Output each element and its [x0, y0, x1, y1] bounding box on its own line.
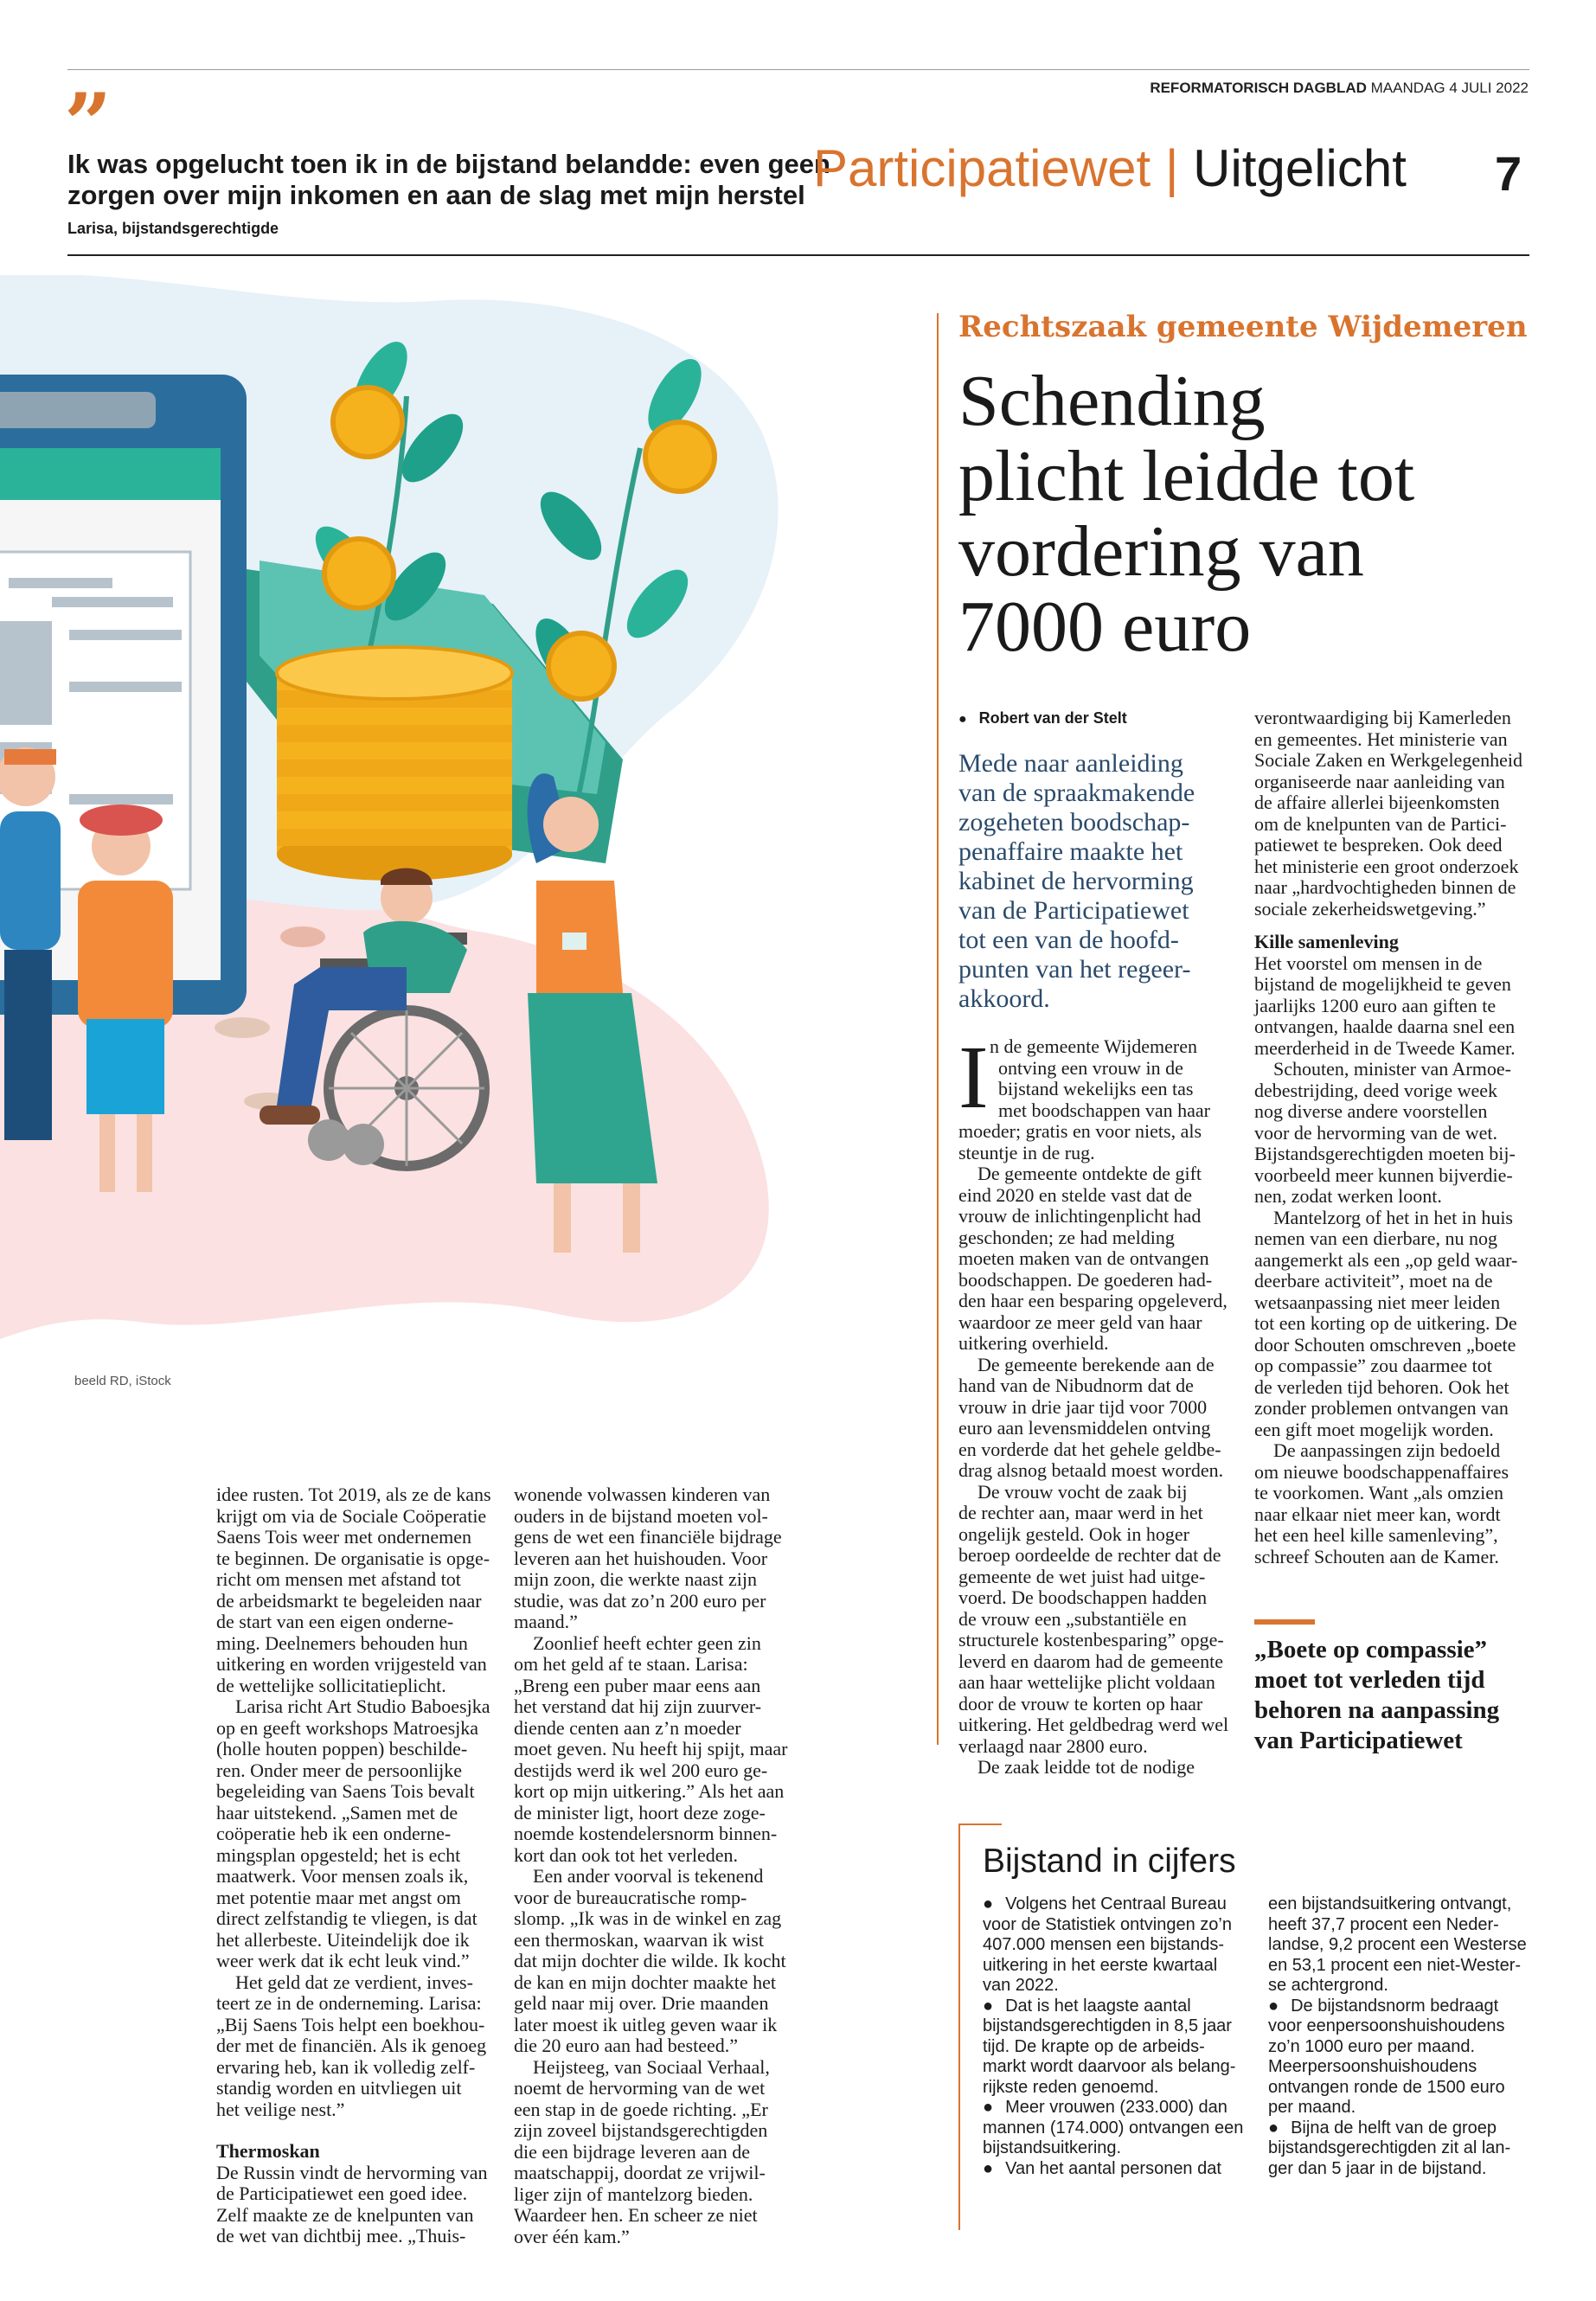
article-byline [958, 709, 1127, 727]
text-line: begeleiding van Saens Tois bevalt [216, 1780, 475, 1802]
text-line: met potentie maar met angst om [216, 1886, 461, 1908]
newspaper-name: REFORMATORISCH DAGBLAD [1150, 80, 1367, 96]
text-line: studie, was dat zo’n 200 euro per [514, 1589, 766, 1612]
text-line: van 2022. [983, 1976, 1059, 1995]
text-line: debestrijding, deed vorige week [1254, 1079, 1498, 1101]
bullet-icon: ● [1268, 2118, 1279, 2138]
intro-line: akkoord. [958, 984, 1050, 1013]
headline-line: vordering van [958, 511, 1364, 592]
text-line: weer werk dat ik echt leuk vind.” [216, 1950, 470, 1971]
text-line: dat mijn dochter die wilde. Ik kocht [514, 1950, 786, 1971]
text-line: organiseerde naar aanleiding van [1254, 770, 1505, 792]
text-line: om de knelpunten van de Partici- [1254, 812, 1507, 835]
text-line: door Schouten omschreven „boete [1254, 1333, 1516, 1356]
text-line: euro aan levensmiddelen ontving [958, 1417, 1211, 1439]
article-kicker: Rechtszaak gemeente Wijdemeren [958, 310, 1528, 344]
text-line: op en geeft workshops Matroesjka [216, 1716, 479, 1739]
bullet-icon: ● [983, 2158, 994, 2178]
text-line: rijkste reden genoemd. [983, 2077, 1159, 2097]
text-line: idee rusten. Tot 2019, als ze de kans [216, 1484, 491, 1505]
text-line: Zelf maakte ze de knelpunten van [216, 2203, 474, 2226]
text-line: standig worden en uitvliegen uit [216, 2077, 462, 2099]
coin-stack [277, 647, 512, 881]
text-line: te voorkomen. Want „als omzien [1254, 1482, 1504, 1503]
text-line: Sociale Zaken en Werkgelegenheid [1254, 749, 1522, 771]
factbox-rule-horizontal [958, 1823, 1002, 1825]
bullet-icon: ● [983, 1996, 994, 2016]
fact-item: ● Volgens het Centraal Bureau [983, 1894, 1227, 1913]
text-line: om het geld af te staan. Larisa: [514, 1653, 748, 1675]
text-line: krijgt om via de Sociale Coöperatie [216, 1504, 487, 1527]
text-line: een stap in de goede richting. „Er [514, 2098, 768, 2120]
text-line: Bijstandsgerechtigden moeten bij- [1254, 1143, 1516, 1164]
text-line: en gemeentes. Het ministerie van [1254, 727, 1508, 750]
text-line: de Participatiewet een goed idee. [216, 2182, 468, 2204]
text-line: het een heel kille samenleving”, [1254, 1524, 1498, 1546]
text-line: De vrouw vocht de zaak bij [977, 1480, 1188, 1503]
bullet-icon: ● [983, 2098, 994, 2117]
text-line: per maand. [1268, 2098, 1356, 2117]
text-line: ren. Onder meer de persoonlijke [216, 1759, 463, 1781]
text-line: Mantelzorg of het in het in huis [1273, 1206, 1513, 1228]
subheading: Thermoskan [216, 2140, 320, 2162]
byline-bullet-icon: ● [958, 712, 967, 727]
article-intro [958, 749, 1195, 1014]
text-line: voor de hervorming van de wet. [1254, 1121, 1498, 1144]
section-title: Participatiewet [813, 139, 1151, 197]
text-line: steuntje in de rug. [958, 1141, 1095, 1163]
fact-item: ● Van het aantal personen dat [983, 2158, 1221, 2178]
quote-mark: ” [64, 75, 112, 173]
text-line: ervaring heb, kan ik volledig zelf- [216, 2055, 476, 2078]
quote-attribution: Larisa, bijstandsgerechtigde [67, 220, 279, 237]
text-line: om nieuwe boodschappenaffaires [1254, 1460, 1509, 1483]
text-line: direct zelfstandig te vliegen, is dat [216, 1907, 478, 1929]
text-line: Het geld dat ze verdient, inves- [235, 1971, 473, 1993]
text-line: de minister ligt, hoort deze zoge- [514, 1801, 766, 1823]
text-line: maatschappij, doordat ze vrijwil- [514, 2162, 766, 2183]
text-line: De aanpassingen zijn bedoeld [1273, 1439, 1501, 1461]
text-line: de rechter aan, maar werd in het [958, 1502, 1203, 1523]
intro-line: tot een van de hoofd- [958, 926, 1179, 954]
pullquote-line: moet tot verleden tijd [1254, 1666, 1485, 1694]
text-line: ontvangen ronde de 1500 euro [1268, 2077, 1505, 2097]
text-line: uitkering en worden vrijgesteld van [216, 1653, 487, 1675]
pullquote-line: van Participatiewet [1254, 1727, 1463, 1754]
text-line: waardoor ze meer geld van haar [958, 1311, 1202, 1333]
text-line: geld naar mij over. Drie maanden [514, 1992, 769, 2014]
text-line: boodschappen. De goederen had- [958, 1268, 1213, 1291]
section-header [813, 138, 1407, 199]
pullquote-line: behoren na aanpassing [1254, 1696, 1500, 1724]
text-line: mijn zoon, die werkte naast zijn [514, 1568, 758, 1590]
text-line: beroep oordeelde de rechter dat de [958, 1544, 1221, 1566]
intro-line: kabinet de hervorming [958, 867, 1194, 895]
text-line: te beginnen. De organisatie is opge- [216, 1547, 490, 1569]
fact-item: ● Dat is het laagste aantal [983, 1996, 1191, 2016]
image-credit: beeld RD, iStock [74, 1374, 171, 1388]
text-line: noemt de hervorming van de wet [514, 2077, 766, 2099]
bullet-icon: ● [983, 1894, 994, 1913]
text-line: voorbeeld meer kunnen bijverdie- [1254, 1163, 1513, 1186]
intro-line: zogeheten boodschap- [958, 808, 1190, 836]
text-line: heeft 37,7 procent een Neder- [1268, 1914, 1499, 1934]
text-line: Zoonlief heeft echter geen zin [533, 1631, 761, 1654]
intro-line: van de spraakmakende [958, 779, 1195, 807]
text-line: landse, 9,2 procent een Westerse [1268, 1935, 1527, 1954]
text-line: uitkering in het eerste kwartaal [983, 1955, 1218, 1975]
text-line: leveren aan het huishouden. Voor [514, 1547, 768, 1569]
page-number: 7 [1495, 146, 1522, 201]
text-line: nemen van een dierbare, nu nog [1254, 1227, 1497, 1249]
text-line: De gemeente berekende aan de [977, 1353, 1215, 1375]
text-line: n de gemeente Wijdemeren [990, 1035, 1197, 1057]
text-line: (holle houten poppen) beschilde- [216, 1738, 468, 1759]
text-line: Heijsteeg, van Sociaal Verhaal, [533, 2055, 770, 2078]
dropcap-block [958, 1028, 1227, 1127]
text-line: mannen (174.000) ontvangen een [983, 2118, 1244, 2138]
article-headline [958, 361, 1415, 667]
text-line: deerbare activiteit”, moet na de [1254, 1270, 1493, 1292]
intro-line: van de Participatiewet [958, 896, 1189, 925]
text-line: mingsplan opgesteld; het is echt [216, 1843, 461, 1866]
text-line: Een ander voorval is tekenend [533, 1865, 764, 1887]
quote-line: Ik was opgelucht toen ik in de bijstand belandde: even geen [67, 149, 830, 179]
text-line: op compassie” zou daarmee tot [1254, 1355, 1492, 1376]
text-line: se achtergrond. [1268, 1976, 1388, 1995]
paragraph [958, 1482, 1227, 1758]
text-line: het allerbeste. Uiteindelijk doe ik [216, 1928, 470, 1951]
intro-line: penaffaire maakte het [958, 837, 1183, 866]
text-line: schreef Schouten aan de Kamer. [1254, 1545, 1499, 1567]
text-line: der met de financiën. Als ik genoeg [216, 2035, 487, 2056]
text-line: moeten maken van de ontvangen [958, 1247, 1209, 1269]
text-line: een gift moet mogelijk worden. [1254, 1418, 1494, 1440]
text-line: De gemeente ontdekte de gift [977, 1163, 1202, 1184]
pullquote [1254, 1635, 1499, 1756]
text-line: markt wordt daarvoor als belang- [983, 2057, 1236, 2076]
text-line: maatwerk. Voor mensen zoals ik, [216, 1865, 469, 1887]
text-line: uitkering. Het geldbedrag werd wel [958, 1714, 1229, 1735]
section-divider: | [1164, 139, 1179, 197]
text-line: een thermoskan, waarvan ik wist [514, 1928, 764, 1951]
text-line: bijstand de mogelijkheid te geven [1254, 973, 1511, 995]
text-line: „Breng een puber maar eens aan [514, 1674, 761, 1696]
text-line: naar elkaar niet meer kan, wordt [1254, 1503, 1501, 1525]
text-line: geschonden; ze had melding [958, 1226, 1175, 1248]
text-line: 407.000 mensen een bijstands- [983, 1935, 1225, 1954]
text-line: een bijstandsuitkering ontvangt, [1268, 1894, 1512, 1913]
text-line: Saens Tois weer met ondernemen [216, 1526, 471, 1548]
text-line: door de vrouw te korten op haar [958, 1692, 1203, 1715]
text-line: de start van een eigen onderne- [216, 1611, 454, 1632]
text-line: ming. Deelnemers behouden hun [216, 1631, 468, 1654]
text-line: leverd en daarom had de gemeente [958, 1650, 1224, 1672]
fact-item: ● Bijna de helft van de groep [1268, 2118, 1497, 2138]
subheading: Kille samenleving [1254, 931, 1399, 952]
text-line: Larisa richt Art Studio Baboesjka [235, 1695, 490, 1717]
bullet-icon: ● [1268, 1996, 1279, 2016]
text-line: moeder; gratis en voor niets, als [958, 1120, 1202, 1142]
text-line: teert ze in de onderneming. Larisa: [216, 1992, 482, 2014]
text-line: bijstandsgerechtigden in 8,5 jaar [983, 2016, 1232, 2035]
text-line: „Bij Saens Tois helpt een boekhou- [216, 2013, 485, 2035]
text-line: bijstandsgerechtigden zit al lan- [1268, 2138, 1511, 2157]
text-line: aangemerkt als een „op geld waar- [1254, 1248, 1518, 1271]
text-line: zijn zoveel bijstandsgerechtigden [514, 2119, 768, 2141]
text-line: ger dan 5 jaar in de bijstand. [1268, 2158, 1487, 2178]
text-line: tot een korting op de uitkering. De [1254, 1312, 1517, 1334]
text-line: maand.” [514, 1611, 578, 1632]
text-line: verontwaardiging bij Kamerleden [1254, 707, 1511, 728]
text-line: ouders in de bijstand moeten vol- [514, 1504, 768, 1527]
text-line: kort op mijn uitkering.” Als het aan [514, 1780, 785, 1802]
text-line: die een bijdrage leveren aan de [514, 2140, 751, 2163]
fact-item: ● De bijstandsnorm bedraagt [1268, 1996, 1499, 2016]
text-line: de wet van dichtbij mee. „Thuis- [216, 2225, 466, 2247]
text-line: de wettelijke sollicitatieplicht. [216, 1674, 446, 1696]
article-column-1 [958, 1028, 1229, 1779]
headline-line: 7000 euro [958, 586, 1252, 667]
text-line: met boodschappen van haar [998, 1099, 1210, 1121]
pullquote-line: „Boete op compassie” [1254, 1636, 1488, 1663]
factbox-title: Bijstand in cijfers [983, 1843, 1236, 1880]
text-line: zo’n 1000 euro per maand. [1268, 2036, 1476, 2056]
text-line: sociale zekerheidswetgeving.” [1254, 897, 1486, 920]
text-line: het verstand dat hij zijn zuurver- [514, 1695, 762, 1717]
text-line: uitkering overhield. [958, 1332, 1109, 1354]
text-line: den haar een besparing opgeleverd, [958, 1290, 1227, 1311]
text-line: hand van de Nibudnorm dat de [958, 1375, 1194, 1396]
text-line: voerd. De boodschappen hadden [958, 1586, 1208, 1608]
text-line: Schouten, minister van Armoe- [1273, 1058, 1511, 1080]
text-line: meerderheid in de Tweede Kamer. [1254, 1036, 1516, 1059]
masthead-line [1150, 80, 1529, 97]
text-line: over één kam.” [514, 2225, 630, 2247]
text-line: De Russin vindt de hervorming van [216, 2161, 488, 2183]
text-line: structurele kostenbesparing” opge- [958, 1629, 1224, 1650]
text-line: gemeente de wet juist had uitge- [958, 1565, 1206, 1587]
publication-date: MAANDAG 4 JULI 2022 [1370, 80, 1529, 96]
headline-line: Schending [958, 361, 1266, 441]
text-line: noemde kostendelersnorm binnen- [514, 1823, 778, 1844]
factbox-right-column [1268, 1894, 1527, 2179]
factbox-rule-vertical [958, 1823, 960, 2230]
text-line: liger zijn of mantelzorg bieden. [514, 2182, 753, 2205]
quote-text [67, 149, 830, 211]
text-line: moet geven. Nu heeft hij spijt, maar [514, 1738, 788, 1759]
text-line: wonende volwassen kinderen van [514, 1484, 771, 1505]
text-line: Meerpersoonshuishoudens [1268, 2057, 1477, 2076]
text-line: De zaak leidde tot de nodige [977, 1756, 1195, 1778]
illustration [0, 275, 891, 1356]
text-line: patiewet te bespreken. Ook deed [1254, 834, 1503, 856]
text-line: en vorderde dat het gehele geldbe- [958, 1438, 1221, 1460]
text-line: voor de bureaucratische romp- [514, 1886, 747, 1908]
text-line: ontvangen, haalde daarna snel een [1254, 1016, 1516, 1037]
text-line: en 53,1 procent een niet-Wester- [1268, 1955, 1522, 1975]
fact-item: ● Meer vrouwen (233.000) dan [983, 2098, 1227, 2117]
text-line: Waardeer hen. En scheer ze niet [514, 2204, 758, 2226]
factbox-left-column [983, 1894, 1243, 2179]
dropcap-lines [990, 1036, 1210, 1121]
text-line: vrouw de inlichtingenplicht had [958, 1205, 1202, 1227]
text-line: nen, zodat werken loont. [1254, 1185, 1442, 1207]
text-line: zonder problemen ontvangen van [1254, 1397, 1509, 1419]
text-line: coöperatie heb ik een onderne- [216, 1823, 452, 1844]
section-subtitle: Uitgelicht [1193, 139, 1407, 197]
text-line: gens de wet een financiële bijdrage [514, 1526, 782, 1548]
continued-column-b [514, 1484, 799, 2247]
text-line: voor de Statistiek ontvingen zo’n [983, 1914, 1232, 1934]
text-line: drag alsnog betaald moest worden. [958, 1459, 1224, 1481]
text-line: jaarlijks 1200 euro aan giften te [1254, 994, 1497, 1016]
pullquote-rule [1254, 1619, 1315, 1625]
intro-line: punten van het regeer- [958, 955, 1191, 984]
text-line: voor eenpersoonshuishoudens [1268, 2016, 1505, 2035]
text-line: de arbeidsmarkt te begeleiden naar [216, 1589, 482, 1612]
text-line: haar uitstekend. „Samen met de [216, 1801, 458, 1823]
text-line: nog diverse andere voorstellen [1254, 1100, 1488, 1122]
paragraph [958, 1355, 1227, 1482]
article-column-2 [1254, 708, 1531, 1567]
text-line: destijds werd ik wel 200 euro ge- [514, 1759, 768, 1781]
text-line: naar „hardvochtigheden binnen de [1254, 876, 1516, 898]
text-line: die 20 euro aan had besteed.” [514, 2035, 738, 2056]
text-line: later moest ik uitleg geven waar ik [514, 2013, 778, 2035]
headline-line: plicht leidde tot [958, 436, 1415, 516]
text-line: het veilige nest.” [216, 2098, 345, 2120]
continued-column-a [216, 1484, 502, 2247]
text-line: de verleden tijd behoren. Ook het [1254, 1375, 1509, 1398]
text-line: vrouw in drie jaar tijd voor 7000 [958, 1395, 1208, 1418]
quote-line: zorgen over mijn inkomen en aan de slag met mijn herstel [67, 180, 805, 210]
text-line: aan haar wettelijke plicht voldaan [958, 1671, 1215, 1693]
text-line: de kan en mijn dochter maakte het [514, 1971, 776, 1993]
text-line: bijstandsuitkering. [983, 2138, 1122, 2157]
dropcap: I [958, 1028, 989, 1127]
text-line: diende centen aan z’n moeder [514, 1716, 741, 1739]
text-line: wetsaanpassing niet meer leiden [1254, 1291, 1501, 1313]
text-line: ontving een vrouw in de [998, 1056, 1183, 1079]
text-line: de affaire allerlei bijeenkomsten [1254, 792, 1500, 813]
text-line: kort dan ook tot het verleden. [514, 1843, 739, 1866]
text-line: verlaagd naar 2800 euro. [958, 1734, 1148, 1757]
text-line: richt om mensen met afstand tot [216, 1568, 461, 1590]
intro-line: Mede naar aanleiding [958, 749, 1183, 778]
text-line: bijstand wekelijks een tas [998, 1078, 1194, 1099]
text-line: eind 2020 en stelde vast dat de [958, 1183, 1193, 1206]
paragraph [958, 1163, 1227, 1355]
text-line: Het voorstel om mensen in de [1254, 952, 1483, 974]
text-line: het ministerie een groot onderzoek [1254, 855, 1519, 877]
text-line: ongelijk gesteld. Ook in hoger [958, 1522, 1190, 1545]
text-line: tijd. De krapte op de arbeids- [983, 2036, 1205, 2056]
text-line: slomp. „Ik was in de winkel en zag [514, 1907, 782, 1929]
text-line: de vrouw een „substantiële en [958, 1607, 1187, 1630]
byline-author: Robert van der Stelt [978, 709, 1127, 727]
